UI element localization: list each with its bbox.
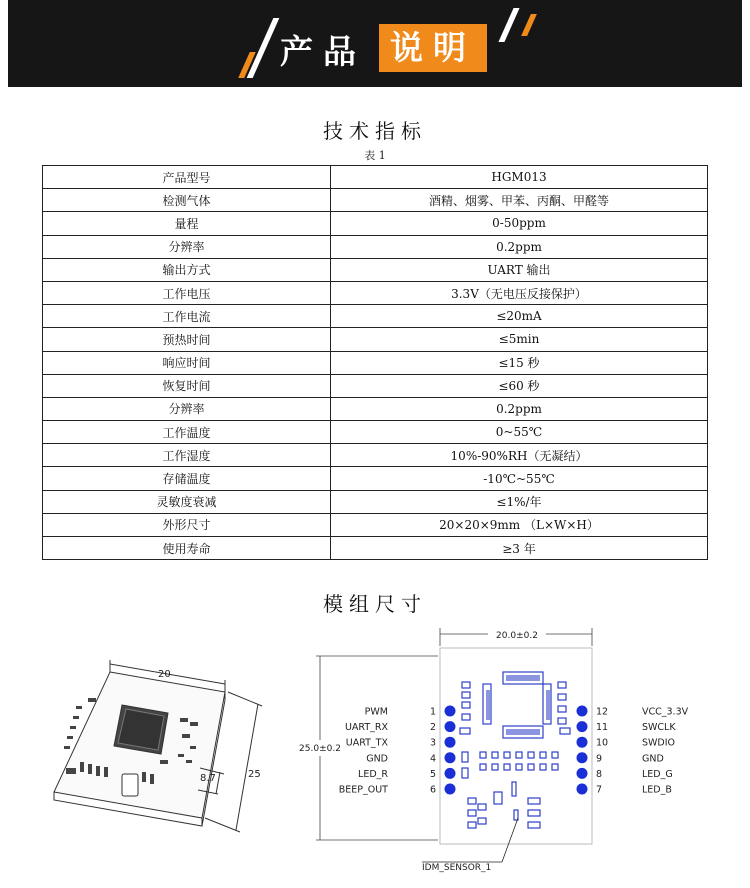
spec-value: ≤5min bbox=[331, 328, 708, 351]
right-pin-group bbox=[577, 706, 689, 796]
spec-row bbox=[43, 397, 708, 420]
spec-value: ≤20mA bbox=[331, 305, 708, 328]
pin-pad bbox=[577, 768, 588, 779]
pin-number: 1 bbox=[429, 706, 436, 718]
spec-key: 外形尺寸 bbox=[43, 513, 331, 536]
pin-number: 9 bbox=[596, 753, 603, 765]
pin-number: 3 bbox=[429, 737, 436, 749]
pin-label: LED_G bbox=[642, 768, 673, 780]
spec-row bbox=[43, 258, 708, 281]
pin-pad bbox=[577, 784, 588, 795]
spec-row bbox=[43, 421, 708, 444]
table-caption: 表 1 bbox=[364, 149, 386, 162]
pin-label: GND bbox=[642, 753, 664, 765]
spec-key: 工作湿度 bbox=[43, 444, 331, 467]
pin-number: 8 bbox=[596, 768, 603, 780]
left-pin-group bbox=[339, 706, 456, 796]
pin-pad bbox=[577, 721, 588, 732]
spec-row bbox=[43, 281, 708, 304]
spec-row bbox=[43, 189, 708, 212]
banner-accent-right bbox=[521, 14, 537, 36]
spec-row bbox=[43, 305, 708, 328]
pin-label: LED_B bbox=[642, 784, 672, 796]
spec-row bbox=[43, 212, 708, 235]
spec-key: 工作电压 bbox=[43, 281, 331, 304]
pin-label: BEEP_OUT bbox=[338, 784, 388, 796]
banner-title-part2: 说明 bbox=[379, 24, 487, 72]
pin-pad bbox=[445, 721, 456, 732]
spec-row bbox=[43, 490, 708, 513]
pin-number: 11 bbox=[596, 722, 609, 734]
pin-number: 4 bbox=[429, 753, 436, 765]
sensor-label: IDM_SENSOR_1 bbox=[422, 863, 492, 873]
spec-key: 响应时间 bbox=[43, 351, 331, 374]
pin-pad bbox=[445, 752, 456, 763]
pin-pad bbox=[445, 768, 456, 779]
spec-value: 10%-90%RH（无凝结） bbox=[331, 444, 708, 467]
pin-label: SWCLK bbox=[642, 722, 676, 734]
isometric-module-drawing bbox=[40, 650, 280, 850]
pin-pad bbox=[445, 784, 456, 795]
spec-row bbox=[43, 328, 708, 351]
spec-key: 存储温度 bbox=[43, 467, 331, 490]
pin-label: VCC_3.3V bbox=[642, 706, 689, 718]
pin-number: 7 bbox=[596, 784, 603, 796]
spec-value: ≤1%/年 bbox=[331, 490, 708, 513]
banner-title-part1: 产品 bbox=[280, 32, 366, 71]
pin-label: PWM bbox=[364, 706, 388, 718]
spec-row bbox=[43, 537, 708, 560]
spec-row bbox=[43, 166, 708, 189]
pin-pad bbox=[577, 752, 588, 763]
spec-value: 0~55℃ bbox=[331, 421, 708, 444]
top-width-label: 20.0±0.2 bbox=[496, 631, 538, 641]
spec-value: ≤60 秒 bbox=[331, 374, 708, 397]
spec-value: 酒精、烟雾、甲苯、丙酮、甲醛等 bbox=[331, 189, 708, 212]
spec-value: UART 输出 bbox=[331, 258, 708, 281]
spec-row bbox=[43, 467, 708, 490]
pin-pad bbox=[445, 706, 456, 717]
spec-value: -10℃~55℃ bbox=[331, 467, 708, 490]
side-height-label: 25.0±0.2 bbox=[299, 744, 341, 754]
banner-slash-left bbox=[247, 18, 280, 78]
pin-number: 2 bbox=[429, 722, 436, 734]
iso-depth-label: 25 bbox=[248, 769, 261, 780]
spec-value: HGM013 bbox=[331, 166, 708, 189]
spec-section-title: 技术指标 bbox=[323, 119, 427, 143]
pin-pad bbox=[577, 706, 588, 717]
pin-number: 10 bbox=[596, 737, 609, 749]
spec-key: 预热时间 bbox=[43, 328, 331, 351]
spec-value: 0.2ppm bbox=[331, 235, 708, 258]
spec-row bbox=[43, 235, 708, 258]
pin-number: 5 bbox=[429, 768, 436, 780]
spec-key: 产品型号 bbox=[43, 166, 331, 189]
spec-key: 工作电流 bbox=[43, 305, 331, 328]
spec-key: 输出方式 bbox=[43, 258, 331, 281]
spec-row bbox=[43, 374, 708, 397]
pin-label: UART_RX bbox=[344, 722, 388, 734]
pin-label: UART_TX bbox=[345, 737, 388, 749]
pin-pad bbox=[445, 737, 456, 748]
spec-key: 量程 bbox=[43, 212, 331, 235]
iso-width-label: 20 bbox=[158, 669, 171, 680]
spec-value: ≤15 秒 bbox=[331, 351, 708, 374]
pin-label: LED_R bbox=[358, 768, 388, 780]
pin-number: 6 bbox=[429, 784, 436, 796]
spec-row bbox=[43, 513, 708, 536]
spec-value: 20×20×9mm （L×W×H） bbox=[331, 513, 708, 536]
spec-key: 使用寿命 bbox=[43, 537, 331, 560]
spec-key: 恢复时间 bbox=[43, 374, 331, 397]
header-banner bbox=[8, 0, 742, 87]
iso-offset-label: 8.7 bbox=[200, 773, 216, 784]
pinout-drawing bbox=[290, 622, 710, 880]
spec-value: 0-50ppm bbox=[331, 212, 708, 235]
spec-value: 3.3V（无电压反接保护） bbox=[331, 281, 708, 304]
banner-slash-right bbox=[498, 8, 519, 42]
pin-label: GND bbox=[366, 753, 388, 765]
spec-row bbox=[43, 444, 708, 467]
spec-key: 分辨率 bbox=[43, 397, 331, 420]
spec-key: 工作温度 bbox=[43, 421, 331, 444]
pin-number: 12 bbox=[596, 706, 609, 718]
dimension-section-title: 模组尺寸 bbox=[323, 592, 427, 616]
spec-value: ≥3 年 bbox=[331, 537, 708, 560]
spec-key: 灵敏度衰减 bbox=[43, 490, 331, 513]
spec-key: 分辨率 bbox=[43, 235, 331, 258]
spec-row bbox=[43, 351, 708, 374]
pin-pad bbox=[577, 737, 588, 748]
spec-key: 检测气体 bbox=[43, 189, 331, 212]
spec-value: 0.2ppm bbox=[331, 397, 708, 420]
spec-table bbox=[42, 165, 708, 560]
pin-label: SWDIO bbox=[642, 737, 676, 749]
